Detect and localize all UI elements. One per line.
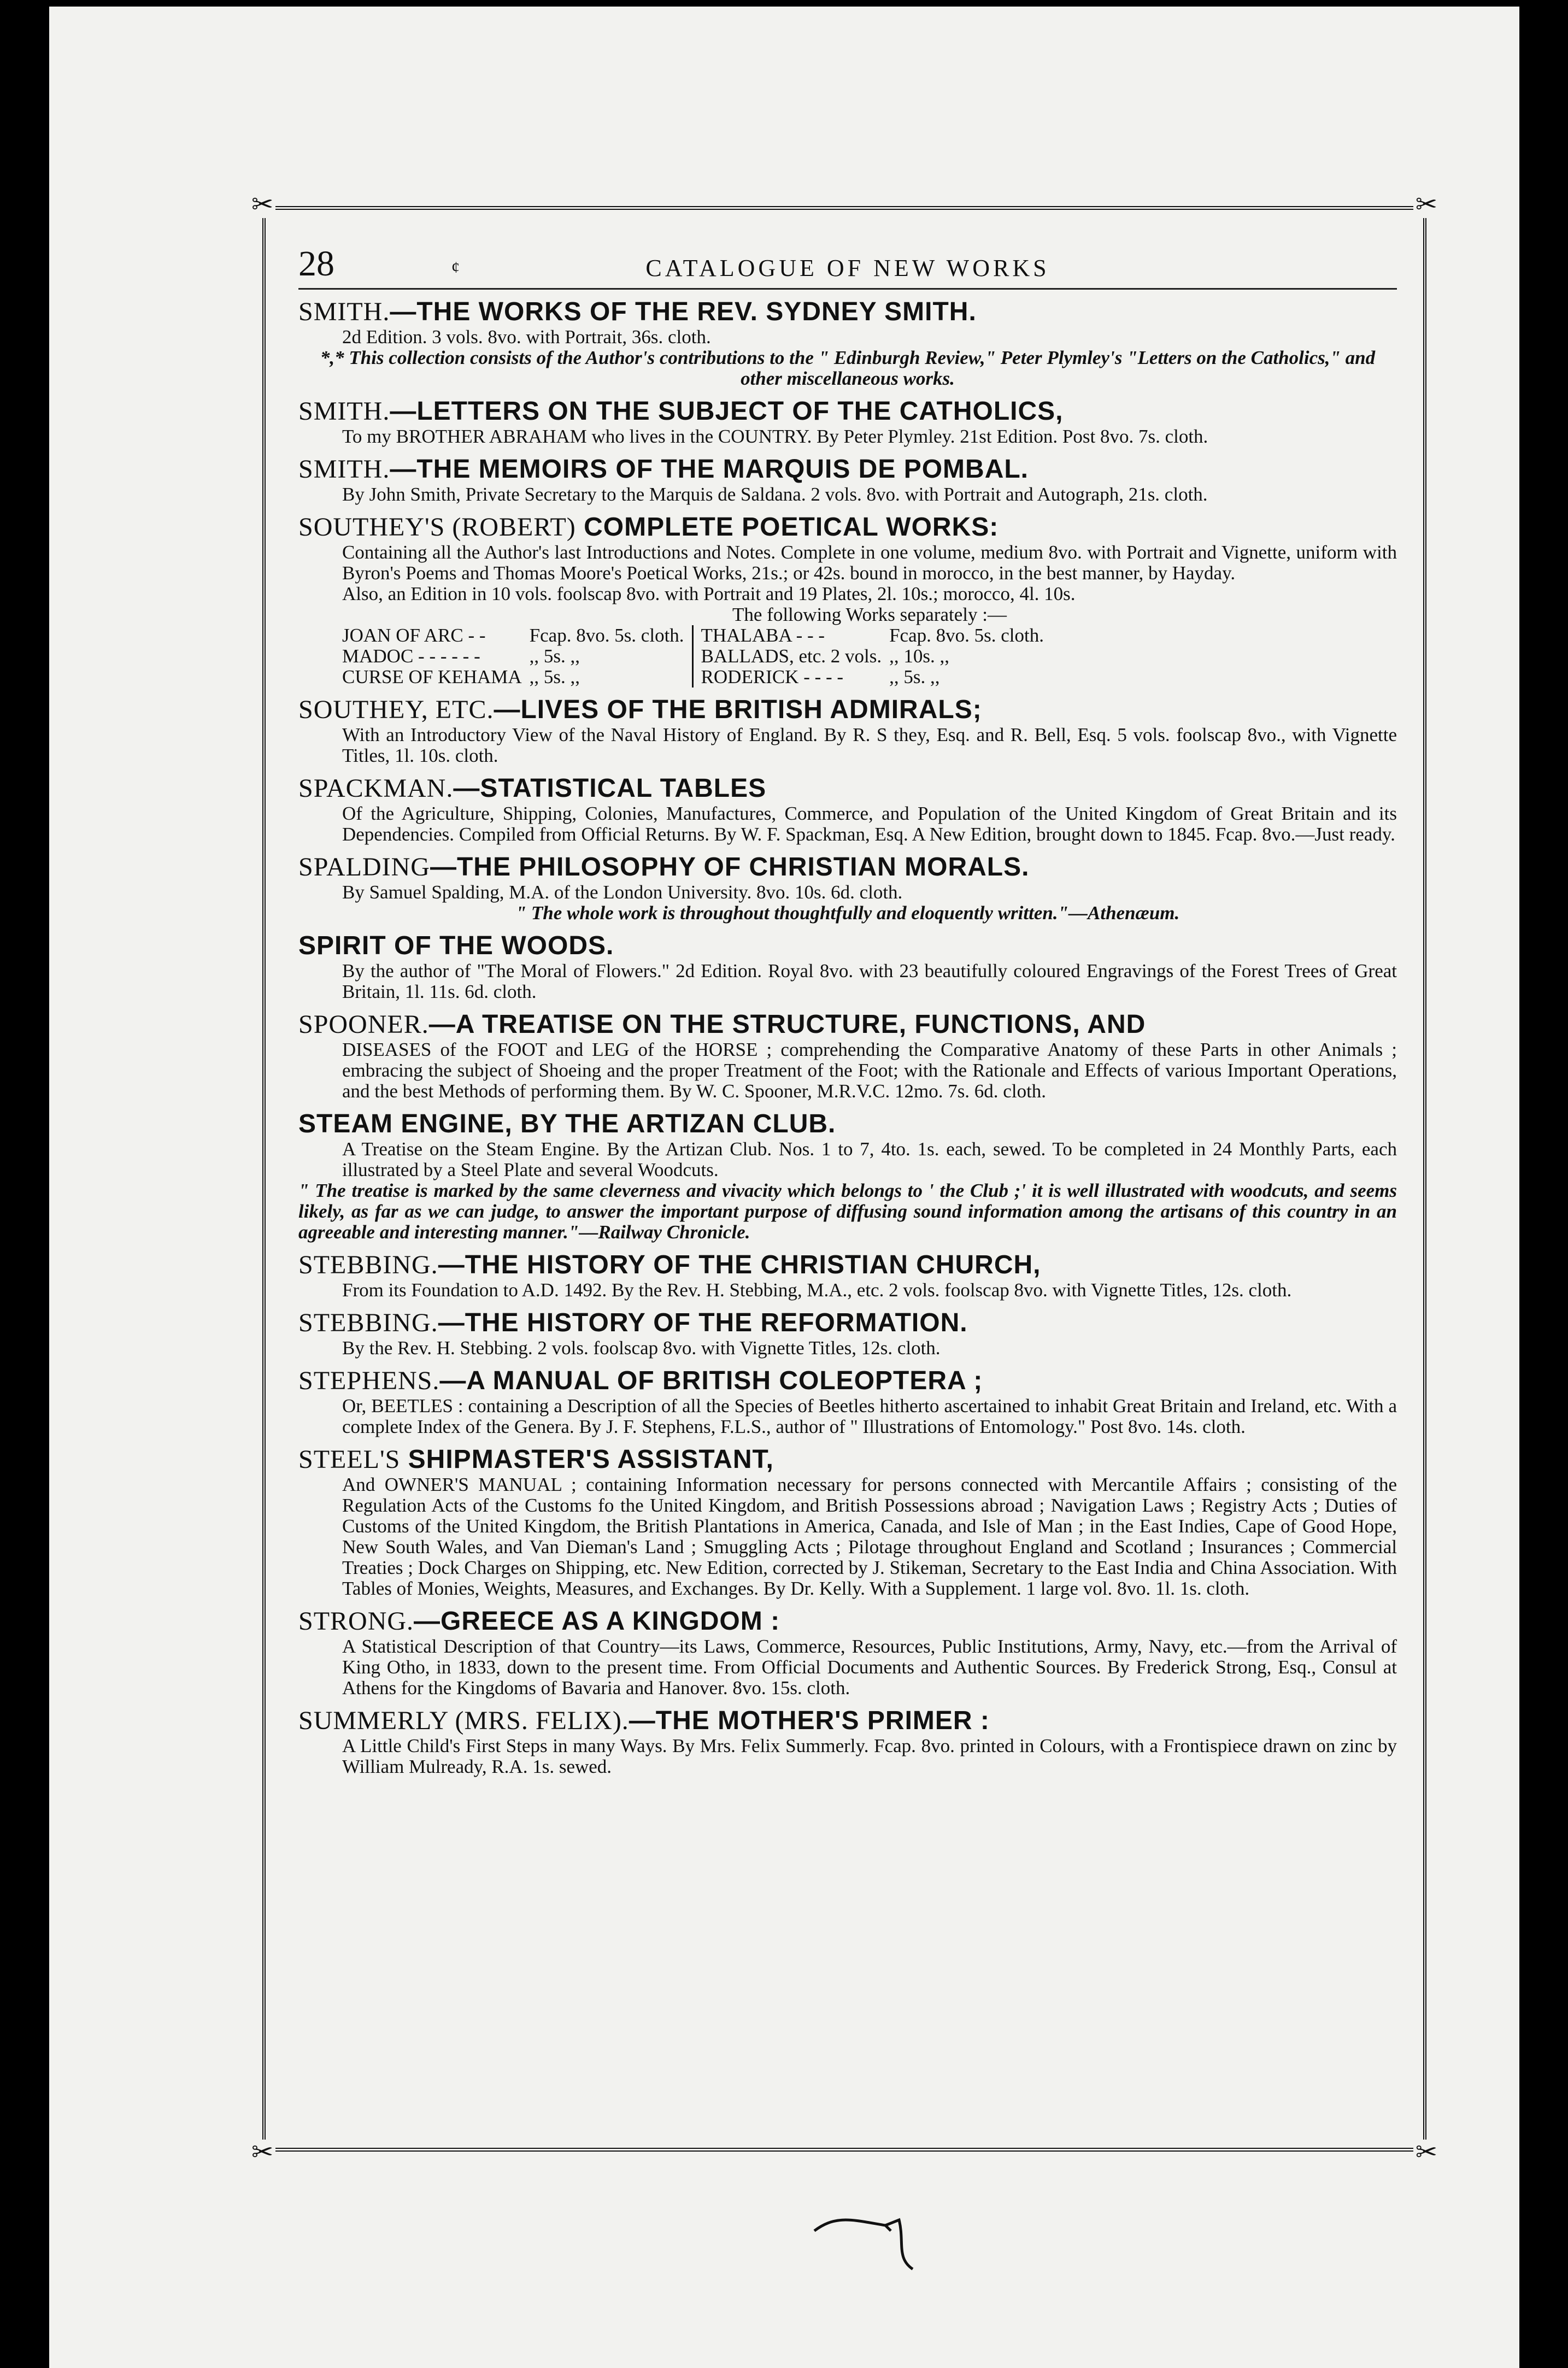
- entry-author: SOUTHEY, ETC.: [298, 695, 494, 724]
- catalogue-entry: [298, 297, 1397, 389]
- table-cell: Fcap. 8vo. 5s. cloth.: [889, 625, 1044, 646]
- entry-heading: [298, 1308, 1397, 1338]
- table-cell: JOAN OF ARC - -: [342, 625, 486, 646]
- entry-description: By the Rev. H. Stebbing. 2 vols. foolscap 8vo. with Vignette Titles, 12s. cloth.: [342, 1337, 941, 1359]
- entry-review-quote: " The treatise is marked by the same cleverness and vivacity which belongs to ' the Club ;' it is well illustrated with woodcuts, and seems likely, as far as we can judge, to answer the important purpose of diffusing sound information among the artisans of this country in an agreeable and interesting manner."—Railway Chronicle.: [298, 1180, 1397, 1243]
- corner-flourish-icon: ✂: [249, 2140, 275, 2166]
- entry-heading: [298, 1250, 1397, 1280]
- bottom-border-rule: [266, 2148, 1423, 2152]
- entry-author: SMITH.: [298, 297, 390, 326]
- entry-description: A Little Child's First Steps in many Ways. By Mrs. Felix Summerly. Fcap. 8vo. printed in Colours, with a Frontispiece drawn on zinc by William Mulready, R.A. 1s. sewed.: [342, 1735, 1397, 1777]
- catalogue-entry: [298, 1607, 1397, 1699]
- entry-title: —THE MEMOIRS OF THE MARQUIS DE POMBAL.: [390, 455, 1029, 484]
- page-header: [298, 239, 1397, 290]
- entry-author: STEBBING.: [298, 1308, 438, 1337]
- entry-author: STEEL'S: [298, 1445, 401, 1474]
- corner-flourish-icon: ✂: [1413, 2140, 1440, 2166]
- catalogue-entry: [298, 455, 1397, 505]
- table-cell: MADOC - - - - - -: [342, 645, 480, 667]
- entry-author: SOUTHEY'S (ROBERT): [298, 513, 576, 542]
- entry-author: SPOONER.: [298, 1010, 429, 1039]
- catalogue-entry: [298, 397, 1397, 447]
- running-title: CATALOGUE OF NEW WORKS: [645, 255, 1050, 281]
- entry-title: SHIPMASTER'S ASSISTANT,: [400, 1445, 774, 1474]
- corner-flourish-icon: ✂: [249, 192, 275, 218]
- ink-pen-mark-icon: [803, 2165, 1000, 2275]
- entry-heading: [298, 297, 1397, 327]
- catalogue-entry: [298, 1445, 1397, 1599]
- catalogue-entry: [298, 1109, 1397, 1243]
- entry-title: —GREECE AS A KINGDOM :: [414, 1607, 780, 1636]
- entry-description: Containing all the Author's last Introductions and Notes. Complete in one volume, medium 8vo. with Portrait and Vignette, uniform with Byron's Poems and Thomas Moore's Poetical Works, 21s.; or 42s. bound in morocco, in the best manner, by Hayday.: [342, 542, 1397, 584]
- entry-description: A Treatise on the Steam Engine. By the Artizan Club. Nos. 1 to 7, 4to. 1s. each, sewed. To be completed in 24 Monthly Parts, each illustrated by a Steel Plate and several Woodcuts.: [342, 1138, 1397, 1180]
- catalogue-content: [298, 239, 1397, 2130]
- entry-author: SPACKMAN.: [298, 774, 454, 803]
- entry-title: —THE WORKS OF THE REV. SYDNEY SMITH.: [390, 297, 977, 326]
- page-number: 28: [298, 244, 334, 284]
- entry-description: From its Foundation to A.D. 1492. By the Rev. H. Stebbing, M.A., etc. 2 vols. foolscap 8vo. with Vignette Titles, 12s. cloth.: [342, 1279, 1292, 1301]
- entry-heading: [298, 1366, 1397, 1396]
- entry-note: *,* This collection consists of the Author's contributions to the " Edinburgh Review," Peter Plymley's "Letters on the Catholics," and other miscellaneous works.: [320, 347, 1376, 389]
- entry-heading: [298, 455, 1397, 484]
- corner-flourish-icon: ✂: [1413, 192, 1440, 218]
- catalogue-entry: [298, 774, 1397, 845]
- table-cell: BALLADS, etc. 2 vols.: [692, 646, 889, 667]
- entry-heading: [298, 1109, 1397, 1139]
- entry-title: COMPLETE POETICAL WORKS:: [575, 513, 999, 542]
- entry-description: Of the Agriculture, Shipping, Colonies, Manufactures, Commerce, and Population of the United Kingdom of Great Britain and its Dependencies. Compiled from Official Returns. By W. F. Spackman, Esq. A New Edition, brought down to 1845. Fcap. 8vo.—Just ready.: [342, 803, 1397, 845]
- entry-description: A Statistical Description of that Country—its Laws, Commerce, Resources, Public Institutions, Army, Navy, etc.—from the Arrival of King Otho, in 1833, down to the present time. From Official Documents and Authentic Sources. By Frederick Strong, Esq., Consul at Athens for the Kingdoms of Bavaria and Hanover. 8vo. 15s. cloth.: [342, 1636, 1397, 1699]
- catalogue-entry: [298, 1250, 1397, 1301]
- entry-heading: [298, 397, 1397, 426]
- catalogue-entry: [298, 1366, 1397, 1437]
- entry-title: —A TREATISE ON THE STRUCTURE, FUNCTIONS, AND: [428, 1010, 1146, 1039]
- entry-description: To my BROTHER ABRAHAM who lives in the COUNTRY. By Peter Plymley. 21st Edition. Post 8vo. 7s. cloth.: [342, 426, 1208, 447]
- entry-author: STRONG.: [298, 1607, 414, 1636]
- entry-review-quote: " The whole work is throughout thoughtfully and eloquently written."—Athenæum.: [515, 902, 1180, 924]
- entry-author: STEBBING.: [298, 1250, 438, 1279]
- table-cell: CURSE OF KEHAMA: [342, 666, 522, 688]
- table-cell: ,, 5s. ,,: [529, 645, 580, 667]
- entry-heading: [298, 1706, 1397, 1736]
- entry-description: DISEASES of the FOOT and LEG of the HORSE ; comprehending the Comparative Anatomy of these Parts in other Animals ; embracing the subject of Shoeing and the proper Treatment of the Foot; with the Rationale and Effects of various Important Operations, and the best Methods of performing them. By W. C. Spooner, M.R.V.C. 12mo. 7s. 6d. cloth.: [342, 1039, 1397, 1102]
- entry-description: By the author of "The Moral of Flowers." 2d Edition. Royal 8vo. with 23 beautifully coloured Engravings of the Forest Trees of Great Britain, 1l. 11s. 6d. cloth.: [342, 960, 1397, 1002]
- entry-title: —THE PHILOSOPHY OF CHRISTIAN MORALS.: [430, 853, 1030, 882]
- entry-heading: [298, 1010, 1397, 1039]
- table-row: [342, 667, 1052, 688]
- table-cell: ,, 5s. ,,: [529, 666, 580, 688]
- table-row: [342, 625, 1052, 646]
- table-row: [342, 646, 1052, 667]
- entry-title: STEAM ENGINE, BY THE ARTIZAN CLUB.: [298, 1109, 836, 1138]
- entry-title: SPIRIT OF THE WOODS.: [298, 931, 614, 960]
- table-cell: ,, 5s. ,,: [889, 666, 940, 688]
- entry-description: By Samuel Spalding, M.A. of the London University. 8vo. 10s. 6d. cloth.: [342, 882, 903, 903]
- catalogue-entry: [298, 853, 1397, 924]
- catalogue-entry: [298, 513, 1397, 688]
- entry-title: —A MANUAL OF BRITISH COLEOPTERA ;: [439, 1366, 983, 1395]
- entry-heading: [298, 513, 1397, 542]
- page-frame: [251, 190, 1437, 2167]
- entry-description: And OWNER'S MANUAL ; containing Information necessary for persons connected with Mercantile Affairs ; consisting of the Regulation Acts of the Customs fo the United Kingdom, and British Possessions abroad ; Navigation Laws ; Registry Acts ; Duties of Customs of the United Kingdom, the British Plantations in America, Canada, and Isle of Man ; in the East Indies, Cape of Good Hope, New South Wales, and Van Dieman's Land ; Smuggling Acts ; Pilotage throughout England and Scotland ; Insurances ; Commercial Treaties ; Dock Charges on Shipping, etc. New Edition, corrected by J. Stikeman, Secretary to the East India and China Association. With Tables of Monies, Weights, Measures, and Exchanges. By Dr. Kelly. With a Supplement. 1 large vol. 8vo. 1l. 1s. cloth.: [342, 1474, 1397, 1599]
- entry-title: —THE HISTORY OF THE CHRISTIAN CHURCH,: [438, 1250, 1041, 1279]
- catalogue-entry: [298, 1010, 1397, 1102]
- entry-author: SPALDING: [298, 853, 430, 882]
- entry-author: SUMMERLY (MRS. FELIX).: [298, 1706, 629, 1735]
- entry-title: —LETTERS ON THE SUBJECT OF THE CATHOLICS,: [390, 397, 1064, 426]
- catalogue-page: [49, 7, 1519, 2368]
- print-mark: ¢: [451, 258, 460, 277]
- table-cell: ,, 10s. ,,: [889, 645, 949, 667]
- top-border-rule: [266, 206, 1423, 210]
- entry-title: —THE HISTORY OF THE REFORMATION.: [438, 1308, 968, 1337]
- entry-description: By John Smith, Private Secretary to the Marquis de Saldana. 2 vols. 8vo. with Portrait and Autograph, 21s. cloth.: [342, 484, 1208, 505]
- table-cell: THALABA - - -: [692, 625, 889, 646]
- entry-heading: [298, 931, 1397, 961]
- catalogue-entry: [298, 1706, 1397, 1777]
- table-cell: RODERICK - - - -: [692, 667, 889, 688]
- table-cell: Fcap. 8vo. 5s. cloth.: [529, 625, 684, 646]
- catalogue-entry: [298, 695, 1397, 766]
- entry-author: SMITH.: [298, 397, 390, 426]
- catalogue-entry: [298, 1308, 1397, 1359]
- entry-heading: [298, 695, 1397, 725]
- entry-description: With an Introductory View of the Naval History of England. By R. S they, Esq. and R. Bell, Esq. 5 vols. foolscap 8vo., with Vignette Titles, 1l. 10s. cloth.: [342, 724, 1397, 766]
- catalogue-entry: [298, 931, 1397, 1002]
- entry-title: —STATISTICAL TABLES: [453, 774, 767, 803]
- entry-author: SMITH.: [298, 455, 390, 484]
- entry-heading: [298, 1445, 1397, 1474]
- entry-title: —LIVES OF THE BRITISH ADMIRALS;: [494, 695, 982, 724]
- entry-description: Also, an Edition in 10 vols. foolscap 8vo. with Portrait and 19 Plates, 2l. 10s.; morocco, 4l. 10s.: [342, 583, 1076, 604]
- entry-heading: [298, 774, 1397, 803]
- entry-subheading: The following Works separately :—: [732, 604, 1007, 625]
- entry-heading: [298, 1607, 1397, 1636]
- entry-heading: [298, 853, 1397, 882]
- entry-description: Or, BEETLES : containing a Description of all the Species of Beetles hitherto ascertained to inhabit Great Britain and Ireland, etc. With a complete Index of the Genera. By J. F. Stephens, F.L.S., author of " Illustrations of Entomology." Post 8vo. 14s. cloth.: [342, 1395, 1397, 1437]
- entry-author: STEPHENS.: [298, 1366, 440, 1395]
- entry-title: —THE MOTHER'S PRIMER :: [629, 1706, 990, 1735]
- entry-description: 2d Edition. 3 vols. 8vo. with Portrait, 36s. cloth.: [342, 326, 711, 348]
- separate-works-table: [342, 625, 1052, 688]
